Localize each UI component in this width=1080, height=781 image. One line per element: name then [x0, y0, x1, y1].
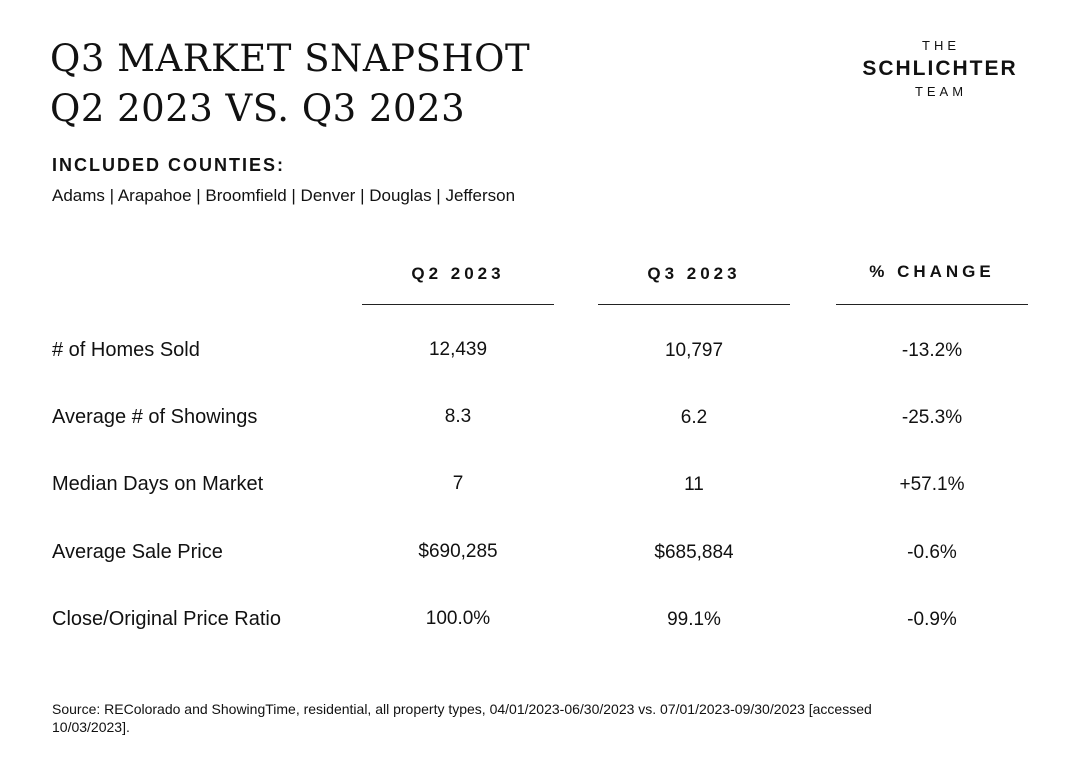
cell-change-homes-sold: -13.2%	[901, 340, 963, 361]
column-header-change: % CHANGE	[836, 262, 1028, 305]
title-line-1: Q3 MARKET SNAPSHOT	[50, 37, 531, 80]
logo-top-text: THE	[922, 38, 960, 53]
row-label-sale-price: Average Sale Price	[52, 541, 223, 563]
cell-change-price-ratio: -0.9%	[907, 609, 957, 630]
column-header-q3: Q3 2023	[598, 264, 790, 305]
column-header-q2: Q2 2023	[362, 264, 554, 305]
cell-q2-homes-sold: 12,439	[428, 339, 488, 360]
row-label-showings: Average # of Showings	[52, 406, 258, 428]
cell-q3-homes-sold: 10,797	[664, 340, 724, 361]
team-logo	[846, 38, 1032, 100]
cell-q3-showings: 6.2	[680, 407, 708, 428]
cell-change-sale-price: -0.6%	[907, 542, 957, 563]
title-line-2: Q2 2023 VS. Q3 2023	[50, 87, 466, 130]
counties-heading: INCLUDED COUNTIES:	[52, 155, 285, 175]
cell-q3-price-ratio: 99.1%	[667, 609, 721, 630]
cell-q3-days-on-market: 11	[684, 474, 704, 495]
cell-q2-showings: 8.3	[444, 406, 472, 427]
page-title	[50, 34, 530, 134]
row-label-homes-sold: # of Homes Sold	[52, 339, 200, 361]
cell-q2-price-ratio: 100.0%	[425, 608, 491, 629]
cell-change-days-on-market: +57.1%	[899, 474, 965, 495]
cell-q2-sale-price: $690,285	[418, 541, 498, 562]
row-label-price-ratio: Close/Original Price Ratio	[52, 608, 281, 630]
logo-name-text: SCHLICHTER	[862, 57, 1018, 80]
cell-q3-sale-price: $685,884	[654, 542, 734, 563]
source-note: Source: REColorado and ShowingTime, residential, all property types, 04/01/2023-06/30/2023 vs. 07/01/2023-09/30/2023 [accessed 10/03/2023].	[52, 701, 872, 735]
cell-change-showings: -25.3%	[901, 407, 963, 428]
row-label-days-on-market: Median Days on Market	[52, 473, 264, 495]
cell-q2-days-on-market: 7	[452, 473, 464, 494]
counties-list: Adams | Arapahoe | Broomfield | Denver | Douglas | Jefferson	[52, 186, 516, 205]
logo-bottom-text: TEAM	[914, 84, 968, 99]
